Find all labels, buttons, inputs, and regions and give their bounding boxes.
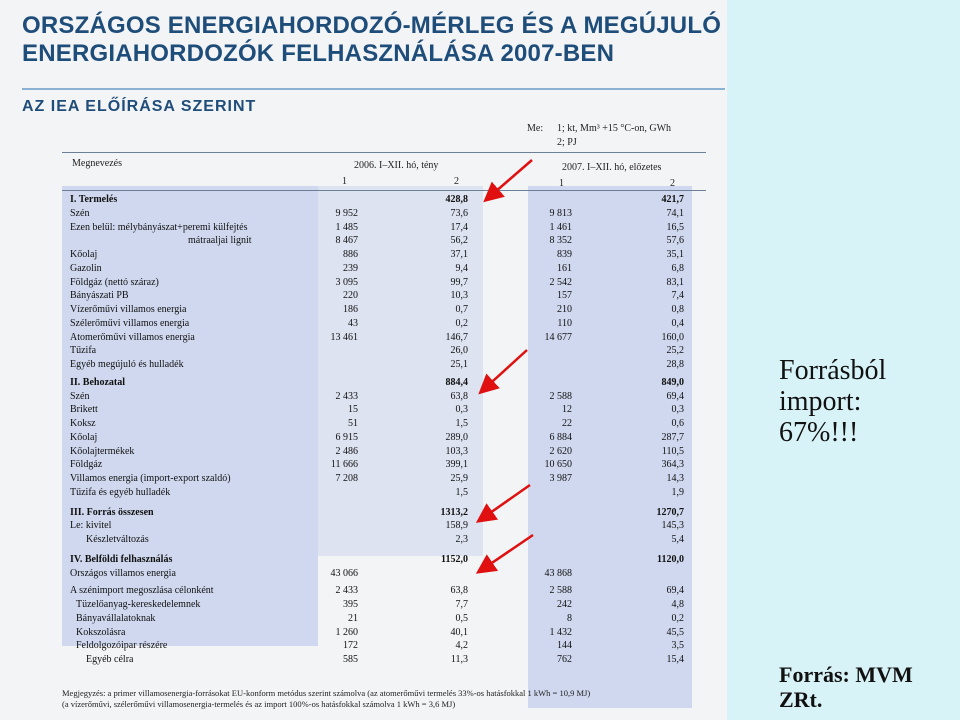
footnote-line-1: Megjegyzés: a primer villamosenergia-forrásokat EU-konform metódus szerint számolva (az atomerőművi termelés 33%-os hatásfokkal 1 kWh = 10,9 MJ) bbox=[62, 688, 591, 698]
cell-2006-col-2: 11,3 bbox=[450, 654, 468, 665]
row-label: mátraaljai lignit bbox=[188, 235, 252, 247]
cell-2007-col-2: 14,3 bbox=[666, 473, 684, 484]
cell-2007-col-2: 849,0 bbox=[661, 376, 684, 388]
cell-2006-col-2: 63,8 bbox=[450, 585, 468, 597]
row-label: I. Termelés bbox=[70, 194, 118, 205]
cell-2006-col-2: 25,1 bbox=[450, 359, 468, 370]
footnote-line-2: (a vízerőművi, szélerőművi villamosenergia-termelés és az import 100%-os hatásfokkal számolva 1 kWh = 3,6 MJ) bbox=[62, 699, 456, 709]
cell-2007-col-1: 1 432 bbox=[549, 626, 572, 638]
cell-2006-col-2: 37,1 bbox=[450, 249, 468, 260]
header-2007: 2007. I–XII. hó, előzetes bbox=[562, 162, 662, 173]
row-label: Szélerőművi villamos energia bbox=[70, 317, 190, 329]
source-line-1: Forrás: MVM bbox=[779, 662, 913, 687]
row-label: Le: kivitel bbox=[70, 520, 112, 532]
cell-2006-col-2: 1152,0 bbox=[441, 553, 468, 565]
cell-2006-col-2: 103,3 bbox=[445, 445, 468, 457]
cell-2007-col-1: 2 588 bbox=[549, 585, 572, 597]
cell-2006-col-1: 186 bbox=[343, 304, 358, 315]
row-label: Villamos energia (import-export szaldó) bbox=[70, 473, 231, 484]
cell-2006-col-1: 1 260 bbox=[335, 626, 358, 638]
cell-2007-col-2: 69,4 bbox=[666, 390, 684, 402]
units-line-2: 2; PJ bbox=[557, 137, 577, 148]
row-label: Tűzifa bbox=[70, 345, 97, 357]
cell-2006-col-2: 17,4 bbox=[450, 221, 468, 233]
cell-2007-col-1: 8 bbox=[567, 612, 572, 624]
arrow-to-behozatal bbox=[482, 350, 527, 391]
row-label: A szénimport megoszlása célonként bbox=[70, 585, 214, 597]
cell-2006-col-2: 40,1 bbox=[450, 626, 468, 638]
cell-2007-col-1: 1 461 bbox=[549, 221, 572, 233]
cell-2006-col-1: 43 066 bbox=[330, 567, 358, 579]
cell-2006-col-2: 0,2 bbox=[455, 317, 468, 329]
cell-2006-col-1: 15 bbox=[348, 404, 358, 416]
cell-2007-col-2: 45,5 bbox=[666, 626, 684, 638]
cell-2007-col-2: 5,4 bbox=[671, 534, 684, 545]
cell-2006-col-1: 7 208 bbox=[335, 473, 358, 484]
cell-2006-col-2: 158,9 bbox=[445, 520, 468, 532]
cell-2007-col-1: 144 bbox=[557, 640, 572, 652]
units-line-1: 1; kt, Mm³ +15 °C-on, GWh bbox=[557, 123, 672, 134]
row-label: Kokszolásra bbox=[76, 626, 126, 638]
row-label: Tüzelőanyag-kereskedelemnek bbox=[76, 599, 201, 610]
cell-2007-col-2: 6,8 bbox=[671, 262, 684, 274]
cell-2006-col-1: 585 bbox=[343, 654, 358, 665]
cell-2007-col-2: 0,8 bbox=[671, 304, 684, 315]
cell-2006-col-2: 428,8 bbox=[445, 194, 468, 205]
import-share-note bbox=[779, 355, 886, 448]
row-label: Brikett bbox=[70, 404, 98, 416]
cell-2007-col-2: 69,4 bbox=[666, 585, 684, 597]
cell-2007-col-2: 3,5 bbox=[671, 640, 684, 652]
row-label: Tűzifa és egyéb hulladék bbox=[70, 486, 171, 498]
cell-2006-col-1: 172 bbox=[343, 640, 358, 652]
header-2007-col-1: 1 bbox=[559, 178, 564, 189]
cell-2006-col-2: 0,7 bbox=[455, 304, 468, 315]
cell-2006-col-1: 11 666 bbox=[330, 459, 358, 471]
cell-2006-col-1: 51 bbox=[348, 418, 358, 429]
cell-2007-col-2: 7,4 bbox=[671, 290, 684, 302]
cell-2006-col-1: 395 bbox=[343, 599, 358, 610]
row-label: III. Forrás összesen bbox=[70, 506, 154, 518]
cell-2006-col-1: 1 485 bbox=[335, 221, 358, 233]
document-subtitle: AZ IEA ELŐÍRÁSA SZERINT bbox=[22, 98, 257, 115]
cell-2006-col-2: 73,6 bbox=[450, 207, 468, 219]
cell-2007-col-2: 0,6 bbox=[671, 418, 684, 429]
row-label: Feldolgozóipar részére bbox=[76, 640, 168, 652]
row-label: Ezen belül: mélybányászat+peremi külfejtés bbox=[70, 221, 248, 233]
cell-2006-col-2: 4,2 bbox=[455, 640, 468, 652]
cell-2007-col-2: 16,5 bbox=[666, 221, 684, 233]
cell-2006-col-2: 9,4 bbox=[455, 262, 468, 274]
cell-2007-col-2: 25,2 bbox=[666, 345, 684, 357]
row-label: II. Behozatal bbox=[70, 376, 125, 388]
cell-2007-col-2: 364,3 bbox=[661, 459, 684, 471]
cell-2006-col-2: 1313,2 bbox=[440, 506, 468, 518]
cell-2007-col-1: 22 bbox=[562, 418, 572, 429]
cell-2007-col-2: 15,4 bbox=[666, 654, 684, 665]
row-label: Földgáz (nettó száraz) bbox=[70, 276, 159, 288]
cell-2006-col-2: 2,3 bbox=[455, 534, 468, 545]
cell-2007-col-2: 1270,7 bbox=[656, 506, 684, 518]
cell-2006-col-1: 9 952 bbox=[335, 207, 358, 219]
cell-2006-col-2: 146,7 bbox=[445, 331, 468, 343]
cell-2007-col-1: 210 bbox=[557, 304, 572, 315]
cell-2007-col-2: 160,0 bbox=[661, 331, 684, 343]
cell-2007-col-1: 161 bbox=[557, 262, 572, 274]
source-credit bbox=[779, 662, 913, 712]
cell-2007-col-1: 8 352 bbox=[549, 235, 572, 247]
title-line-2: ENERGIAHORDOZÓK FELHASZNÁLÁSA 2007-BEN bbox=[22, 40, 615, 67]
cell-2007-col-1: 43 868 bbox=[544, 567, 572, 579]
cell-2007-col-1: 10 650 bbox=[544, 459, 572, 471]
cell-2006-col-2: 0,3 bbox=[455, 404, 468, 416]
header-2007-col-2: 2 bbox=[670, 178, 675, 189]
cell-2007-col-1: 2 620 bbox=[549, 445, 572, 457]
note-line-2: import: bbox=[779, 386, 862, 417]
cell-2006-col-1: 2 433 bbox=[335, 390, 358, 402]
cell-2006-col-2: 56,2 bbox=[450, 235, 468, 247]
cell-2007-col-1: 2 588 bbox=[549, 390, 572, 402]
row-label: Kőolaj bbox=[70, 431, 98, 443]
arrow-to-forras-osszesen bbox=[480, 485, 530, 520]
row-label: Atomerőművi villamos energia bbox=[70, 331, 195, 343]
row-label: Készletváltozás bbox=[86, 534, 149, 545]
cell-2007-col-2: 0,3 bbox=[671, 404, 684, 416]
cell-2006-col-2: 7,7 bbox=[455, 599, 468, 610]
cell-2006-col-2: 25,9 bbox=[450, 473, 468, 484]
cell-2007-col-2: 57,6 bbox=[666, 235, 684, 247]
cell-2007-col-1: 6 884 bbox=[549, 431, 572, 443]
cell-2006-col-1: 21 bbox=[348, 612, 358, 624]
title-line-1: ORSZÁGOS ENERGIAHORDOZÓ-MÉRLEG ÉS A MEGÚJULÓ bbox=[22, 12, 722, 39]
cell-2006-col-2: 1,5 bbox=[455, 486, 468, 498]
cell-2006-col-2: 0,5 bbox=[455, 612, 468, 624]
cell-2007-col-2: 28,8 bbox=[666, 359, 684, 370]
cell-2006-col-1: 2 486 bbox=[335, 445, 358, 457]
units-label: Me: bbox=[527, 123, 544, 134]
header-name: Megnevezés bbox=[72, 158, 122, 169]
cell-2007-col-2: 4,8 bbox=[671, 599, 684, 610]
source-line-2: ZRt. bbox=[779, 687, 823, 712]
cell-2007-col-2: 1,9 bbox=[671, 486, 684, 498]
cell-2007-col-2: 145,3 bbox=[661, 520, 684, 532]
row-label: Koksz bbox=[70, 418, 96, 429]
row-label: Egyéb célra bbox=[86, 654, 134, 665]
cell-2006-col-1: 6 915 bbox=[335, 431, 358, 443]
row-label: Kőolaj bbox=[70, 249, 98, 260]
cell-2007-col-2: 1120,0 bbox=[657, 553, 684, 565]
row-label: Gazolin bbox=[70, 262, 102, 274]
cell-2006-col-1: 886 bbox=[343, 249, 358, 260]
cell-2007-col-1: 242 bbox=[557, 599, 572, 610]
note-line-3: 67%!!! bbox=[779, 417, 859, 448]
cell-2006-col-1: 13 461 bbox=[330, 331, 358, 343]
header-2006-col-2: 2 bbox=[454, 176, 459, 187]
cell-2007-col-2: 74,1 bbox=[666, 207, 684, 219]
row-label: Egyéb megújuló és hulladék bbox=[70, 359, 184, 370]
note-line-1: Forrásból bbox=[779, 355, 887, 386]
cell-2006-col-2: 399,1 bbox=[445, 459, 468, 471]
cell-2006-col-2: 10,3 bbox=[450, 290, 468, 302]
arrow-to-termeles bbox=[487, 160, 532, 199]
cell-2006-col-1: 8 467 bbox=[335, 235, 358, 247]
row-label: Bányavállalatoknak bbox=[76, 612, 156, 624]
cell-2007-col-1: 2 542 bbox=[549, 276, 572, 288]
cell-2007-col-2: 0,4 bbox=[671, 317, 684, 329]
cell-2007-col-2: 83,1 bbox=[666, 276, 684, 288]
row-label: Szén bbox=[70, 390, 90, 402]
header-2006: 2006. I–XII. hó, tény bbox=[354, 160, 439, 171]
cell-2006-col-1: 2 433 bbox=[335, 585, 358, 597]
cell-2007-col-1: 3 987 bbox=[549, 473, 572, 484]
cell-2007-col-1: 157 bbox=[557, 290, 572, 302]
cell-2006-col-2: 99,7 bbox=[450, 276, 468, 288]
cell-2007-col-1: 839 bbox=[557, 249, 572, 260]
row-label: Vízerőművi villamos energia bbox=[70, 304, 187, 315]
row-label: Földgáz bbox=[70, 459, 103, 471]
header-2006-col-1: 1 bbox=[342, 176, 347, 187]
cell-2007-col-1: 14 677 bbox=[544, 331, 572, 343]
arrow-to-belfoldi bbox=[480, 535, 533, 571]
cell-2006-col-2: 884,4 bbox=[445, 376, 468, 388]
cell-2006-col-1: 220 bbox=[343, 290, 358, 302]
cell-2006-col-2: 63,8 bbox=[450, 390, 468, 402]
cell-2007-col-1: 762 bbox=[557, 654, 572, 665]
cell-2007-col-2: 110,5 bbox=[661, 445, 684, 457]
cell-2006-col-2: 289,0 bbox=[445, 431, 468, 443]
cell-2006-col-2: 1,5 bbox=[455, 418, 468, 429]
cell-2006-col-2: 26,0 bbox=[450, 345, 468, 357]
cell-2007-col-2: 35,1 bbox=[666, 249, 684, 260]
cell-2007-col-2: 287,7 bbox=[661, 431, 684, 443]
row-label: Kőolajtermékek bbox=[70, 445, 135, 457]
cell-2007-col-1: 12 bbox=[562, 404, 572, 416]
cell-2006-col-1: 3 095 bbox=[335, 276, 358, 288]
row-label: Országos villamos energia bbox=[70, 567, 176, 579]
cell-2006-col-1: 239 bbox=[343, 262, 358, 274]
cell-2007-col-2: 0,2 bbox=[671, 612, 684, 624]
row-label: Bányászati PB bbox=[70, 290, 129, 302]
row-label: IV. Belföldi felhasználás bbox=[70, 553, 173, 565]
cell-2006-col-1: 43 bbox=[348, 317, 358, 329]
cell-2007-col-1: 110 bbox=[557, 317, 572, 329]
row-label: Szén bbox=[70, 207, 90, 219]
cell-2007-col-2: 421,7 bbox=[661, 194, 684, 205]
cell-2007-col-1: 9 813 bbox=[549, 207, 572, 219]
